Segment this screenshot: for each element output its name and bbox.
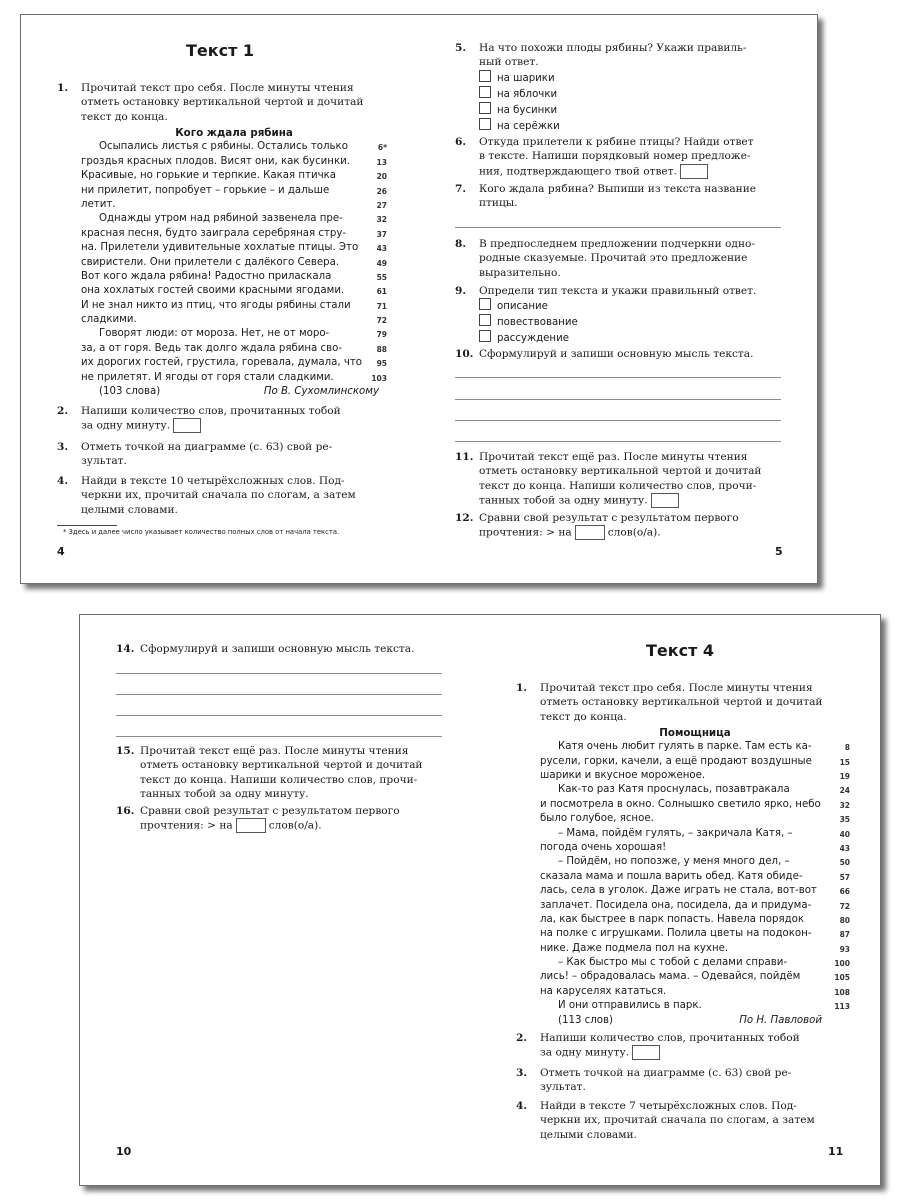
story-line-text: гроздья красных плодов. Висят они, как бусинки.: [81, 155, 350, 167]
word-counter: 72: [376, 316, 387, 326]
story-line: [81, 342, 387, 356]
question-5: 5. На что похожи плоды рябины? Укажи правиль- ный ответ. на шарики на яблочки на бусинки на серёжки: [455, 41, 785, 134]
word-counter: 40: [839, 829, 850, 839]
footnote-rule: [57, 525, 117, 526]
story-lines: [540, 740, 850, 1013]
checkbox[interactable]: [479, 70, 491, 82]
checkbox[interactable]: [479, 86, 491, 98]
word-counter: 49: [376, 258, 387, 268]
story-lines: [81, 140, 387, 385]
word-counter: 8: [844, 743, 850, 753]
answer-option-label: на яблочки: [497, 88, 558, 100]
workbook-spread-top: [20, 14, 818, 584]
story-line-text: русели, горки, качели, а ещё продают воздушные: [540, 755, 812, 767]
story-line-text: – Как быстро мы с тобой с делами справи-: [558, 957, 788, 969]
question-6: 6. Откуда прилетели к рябине птицы? Найди ответ в тексте. Напиши порядковый номер предложе- ния, подтверждающего твой ответ.: [455, 135, 785, 179]
word-counter: 66: [839, 887, 850, 897]
story-line-text: И не знал никто из птиц, что ягоды рябины стали: [81, 299, 351, 311]
answer-line[interactable]: [116, 673, 442, 674]
text-line: зультат.: [81, 455, 127, 468]
page-10: [80, 615, 480, 1185]
answer-option[interactable]: [479, 86, 785, 102]
story-line-text: Вот кого ждала рябина! Радостно приласкала: [81, 270, 332, 282]
text-line: ный ответ.: [479, 56, 539, 69]
story-line-text: И они отправились в парк.: [558, 1000, 702, 1012]
word-counter: 43: [839, 843, 850, 853]
story-line: [540, 913, 850, 927]
story-line: [81, 155, 387, 169]
story-line-text: – Мама, пойдём гулять, – закричала Катя, –: [558, 827, 793, 839]
word-counter: 20: [376, 172, 387, 182]
story-line: [540, 841, 850, 855]
story-line: [540, 769, 850, 783]
page-number: 5: [775, 545, 783, 558]
page-11: [480, 615, 880, 1185]
story-line-text: Говорят люди: от мороза. Нет, не от моро-: [99, 328, 330, 340]
author: По В. Сухомлинскому: [263, 386, 379, 398]
checkbox[interactable]: [479, 298, 491, 310]
footnote: * Здесь и далее число указывает количество полных слов от начала текста.: [63, 528, 340, 536]
answer-option[interactable]: [479, 70, 785, 86]
word-count: (103 слова): [99, 386, 161, 398]
question-15: 15. Прочитай текст ещё раз. После минуты чтения отметь остановку вертикальной чертой и дочитай текст до конца. Напиши количество слов, прочи- танных тобой за одну минуту.: [116, 744, 446, 801]
story-line: [540, 855, 850, 869]
text-line: родные сказуемые. Прочитай это предложение: [479, 252, 748, 265]
word-counter: 71: [376, 301, 387, 311]
question-2: 2. Напиши количество слов, прочитанных тобой за одну минуту.: [57, 405, 341, 432]
word-counter: 113: [834, 1002, 850, 1012]
story-line: [81, 327, 387, 341]
word-count: (113 слов): [558, 1014, 613, 1026]
answer-box[interactable]: [173, 418, 201, 433]
page-number: 11: [828, 1145, 844, 1158]
story-line: [81, 241, 387, 255]
story-line: [540, 884, 850, 898]
text-line: черкни их, прочитай сначала по слогам, а затем: [540, 1114, 815, 1127]
text-line: птицы.: [479, 197, 518, 210]
story-line: [81, 356, 387, 370]
answer-option[interactable]: [479, 118, 785, 134]
story-line: [540, 985, 850, 999]
word-counter: 103: [371, 373, 387, 383]
story-line-text: сладкими.: [81, 314, 137, 326]
text-line: Сформулируй и запиши основную мысль текста.: [479, 348, 754, 360]
story-line: [81, 198, 387, 212]
question-2: 2. Напиши количество слов, прочитанных тобой за одну минуту.: [516, 1032, 800, 1059]
word-counter: 108: [834, 987, 850, 997]
story-block: [540, 726, 850, 1028]
story-line-text: заплачет. Посидела она, посидела, да и придума-: [540, 899, 812, 911]
story-line-text: лась, села в уголок. Даже играть не стала, вот-вот: [540, 885, 817, 897]
word-counter: 100: [834, 959, 850, 969]
story-line: [81, 256, 387, 270]
question-9-options: [479, 298, 785, 346]
word-counter: 32: [839, 800, 850, 810]
word-counter: 37: [376, 229, 387, 239]
story-line-text: за, а от горя. Ведь так долго ждала рябина сво-: [81, 342, 343, 354]
story-line: [81, 169, 387, 183]
question-3: 3. Отметь точкой на диаграмме (с. 63) свой ре- зультат.: [57, 440, 387, 469]
text-line: текст до конца.: [81, 110, 168, 123]
answer-line[interactable]: [116, 694, 442, 695]
story-line-text: – Пойдём, но попозже, у меня много дел, –: [558, 856, 790, 868]
text-line: отметь остановку вертикальной чертой и дочитай: [140, 759, 423, 772]
text-line: черкни их, прочитай сначала по слогам, а затем: [81, 489, 356, 502]
text-line: Определи тип текста и укажи правильный ответ.: [479, 285, 757, 297]
story-line-text: она хохлатых гостей своими красными ягодами.: [81, 285, 345, 297]
story-line-text: их дорогих гостей, грустила, горевала, думала, что: [81, 357, 363, 369]
story-line: [81, 299, 387, 313]
story-title: Помощница: [659, 727, 731, 739]
word-counter: 24: [839, 786, 850, 796]
question-12: 12. Сравни свой результат с результатом первого прочтения: > на слов(о/а).: [455, 512, 739, 539]
author: По Н. Павловой: [739, 1014, 822, 1026]
answer-box[interactable]: [632, 1045, 660, 1060]
word-counter: 50: [839, 858, 850, 868]
answer-line[interactable]: [455, 399, 781, 400]
story-line: [81, 313, 387, 327]
story-line: [81, 184, 387, 198]
word-counter: 72: [839, 901, 850, 911]
checkbox[interactable]: [479, 314, 491, 326]
story-line-text: красная песня, будто заиграла серебряная стру-: [81, 227, 347, 239]
story-line-text: не прилетят. И ягоды от горя стали сладкими.: [81, 371, 334, 383]
story-line-text: шарики и вкусное мороженое.: [540, 769, 706, 781]
story-line: [540, 798, 850, 812]
word-counter: 79: [376, 330, 387, 340]
story-line-text: свиристели. Они прилетели с далёкого Севера.: [81, 256, 340, 268]
story-line: [540, 755, 850, 769]
answer-line[interactable]: [116, 736, 442, 737]
text-line: в тексте. Напиши порядковый номер предложе-: [479, 150, 751, 163]
story-line-text: лись! – обрадовалась мама. – Одевайся, пойдём: [540, 971, 801, 983]
text-line: целыми словами.: [81, 503, 178, 516]
story-line: [81, 270, 387, 284]
answer-box[interactable]: [651, 493, 679, 508]
word-counter: 57: [839, 872, 850, 882]
answer-line[interactable]: [455, 377, 781, 378]
answer-option-label: на серёжки: [497, 120, 560, 132]
story-line-text: ла, как быстрее в парк попасть. Навела порядок: [540, 913, 805, 925]
story-line-text: нике. Даже подмела пол на кухне.: [540, 942, 729, 954]
answer-line[interactable]: [455, 420, 781, 421]
story-line: [81, 371, 387, 385]
story-line: [540, 783, 850, 797]
word-counter: 27: [376, 200, 387, 210]
story-line-text: Однажды утром над рябиной зазвенела пре-: [99, 213, 343, 225]
text-line: танных тобой за одну минуту.: [140, 787, 309, 800]
word-counter: 43: [376, 244, 387, 254]
story-line-text: на. Прилетели удивительные хохлатые птицы. Это: [81, 242, 359, 254]
story-line: [81, 284, 387, 298]
question-4: 4. Найди в тексте 10 четырёхсложных слов. Под- черкни их, прочитай сначала по слогам, а затем целыми словами.: [57, 474, 387, 517]
checkbox[interactable]: [479, 102, 491, 114]
word-counter: 61: [376, 287, 387, 297]
story-line: [81, 227, 387, 241]
text4-title: Текст 4: [645, 641, 715, 660]
story-line: [540, 999, 850, 1013]
story-line: [540, 827, 850, 841]
text-line: текст до конца.: [540, 710, 627, 723]
text-line: На что похожи плоды рябины? Укажи правиль-: [479, 42, 747, 54]
word-counter: 95: [376, 359, 387, 369]
word-counter: 26: [376, 186, 387, 196]
word-counter: 15: [839, 757, 850, 767]
story-attribution: [540, 1014, 850, 1028]
word-counter: 80: [839, 915, 850, 925]
text-line: целыми словами.: [540, 1128, 637, 1141]
text-line: Прочитай текст про себя. После минуты чтения: [81, 82, 354, 94]
word-counter: 87: [839, 930, 850, 940]
answer-option[interactable]: [479, 102, 785, 118]
story-title: Кого ждала рябина: [175, 127, 293, 139]
checkbox[interactable]: [479, 118, 491, 130]
workbook-spread-bottom: [79, 614, 881, 1186]
story-line: [540, 870, 850, 884]
story-line: [540, 899, 850, 913]
word-counter: 55: [376, 272, 387, 282]
question-3: 3. Отметь точкой на диаграмме (с. 63) свой ре- зультат.: [516, 1066, 846, 1095]
text-line: Прочитай текст про себя. После минуты чтения: [540, 682, 813, 694]
text1-title: Текст 1: [185, 41, 255, 60]
story-line-text: погода очень хорошая!: [540, 841, 667, 853]
page-number: 10: [116, 1145, 132, 1158]
story-line: [81, 212, 387, 226]
text-line: зультат.: [540, 1081, 586, 1094]
text-line: Кого ждала рябина? Выпиши из текста название: [479, 183, 757, 195]
text-line: Прочитай текст ещё раз. После минуты чтения: [140, 745, 409, 757]
story-line-text: и посмотрела в окно. Солнышко светило ярко, небо: [540, 798, 821, 810]
question-11: 11. Прочитай текст ещё раз. После минуты чтения отметь остановку вертикальной чертой и дочитай текст до конца. Напиши количество слов, прочи- танных тобой за одну минуту.: [455, 450, 785, 508]
story-line-text: ни прилетит, попробует – горькие – и дальше: [81, 184, 330, 196]
question-1: 1. Прочитай текст про себя. После минуты чтения отметь остановку вертикальной чертой и дочитай текст до конца.: [57, 81, 387, 124]
story-line-text: летит.: [81, 198, 116, 210]
story-line: [540, 927, 850, 941]
question-9: 9. Определи тип текста и укажи правильный ответ. описание повествование рассуждение: [455, 284, 785, 346]
question-16: 16. Сравни свой результат с результатом первого прочтения: > на слов(о/а).: [116, 805, 400, 832]
answer-option-label: рассуждение: [497, 333, 569, 345]
story-line: [540, 970, 850, 984]
answer-box[interactable]: [575, 525, 605, 540]
text-line: отметь остановку вертикальной чертой и дочитай: [479, 465, 762, 478]
text-line: Сформулируй и запиши основную мысль текста.: [140, 643, 415, 655]
story-line-text: было голубое, ясное.: [540, 813, 654, 825]
story-line-text: на каруселях кататься.: [540, 985, 667, 997]
text-line: Найди в тексте 7 четырёхсложных слов. Под-: [540, 1100, 797, 1112]
page-4: [21, 15, 419, 583]
answer-option[interactable]: [479, 314, 785, 330]
text-line: Отметь точкой на диаграмме (с. 63) свой ре-: [81, 441, 333, 453]
text-line: Отметь точкой на диаграмме (с. 63) свой ре-: [540, 1067, 792, 1079]
page-5: [419, 15, 817, 583]
answer-line[interactable]: [455, 441, 781, 442]
answer-box[interactable]: [680, 164, 708, 179]
story-block: [81, 126, 387, 399]
question-4: 4. Найди в тексте 7 четырёхсложных слов. Под- черкни их, прочитай сначала по слогам, а затем целыми словами.: [516, 1099, 846, 1142]
word-counter: 35: [839, 815, 850, 825]
answer-option-label: описание: [497, 301, 548, 313]
story-line: [540, 812, 850, 826]
question-10: 10. Сформулируй и запиши основную мысль текста.: [455, 347, 785, 361]
answer-option[interactable]: [479, 330, 785, 346]
text-line: текст до конца. Напиши количество слов, прочи-: [479, 479, 757, 492]
word-counter: 19: [839, 771, 850, 781]
question-1: 1. Прочитай текст про себя. После минуты чтения отметь остановку вертикальной чертой и дочитай текст до конца.: [516, 681, 846, 724]
text-line: выразительно.: [479, 266, 561, 279]
word-counter: 13: [376, 157, 387, 167]
story-attribution: [81, 385, 387, 399]
text-line: В предпоследнем предложении подчеркни одно-: [479, 238, 755, 250]
answer-line[interactable]: [116, 715, 442, 716]
story-line: [540, 956, 850, 970]
text-line: Прочитай текст ещё раз. После минуты чтения: [479, 451, 748, 463]
question-1-text: [81, 81, 387, 124]
word-counter: 93: [839, 944, 850, 954]
text-line: отметь остановку вертикальной чертой и дочитай: [540, 696, 823, 709]
answer-line[interactable]: [455, 227, 781, 228]
page-number: 4: [57, 545, 65, 558]
answer-option-label: на бусинки: [497, 104, 558, 116]
story-line-text: Катя очень любит гулять в парке. Там есть ка-: [558, 741, 812, 753]
answer-option-label: повествование: [497, 317, 578, 329]
question-8: 8. В предпоследнем предложении подчеркни одно- родные сказуемые. Прочитай это предложение выразительно.: [455, 237, 785, 280]
checkbox[interactable]: [479, 330, 491, 342]
answer-option[interactable]: [479, 298, 785, 314]
story-line-text: сказала мама и пошла варить обед. Катя обиде-: [540, 870, 803, 882]
story-line: [540, 942, 850, 956]
story-line: [540, 740, 850, 754]
answer-option-label: на шарики: [497, 72, 555, 84]
word-counter: 88: [376, 344, 387, 354]
text-line: Откуда прилетели к рябине птицы? Найди ответ: [479, 136, 754, 148]
word-counter: 6*: [377, 143, 387, 153]
story-line-text: на полке с игрушками. Полила цветы на подокон-: [540, 928, 812, 940]
text-line: отметь остановку вертикальной чертой и дочитай: [81, 96, 364, 109]
text-line: текст до конца. Напиши количество слов, прочи-: [140, 773, 418, 786]
answer-box[interactable]: [236, 818, 266, 833]
question-7: 7. Кого ждала рябина? Выпиши из текста название птицы.: [455, 182, 785, 211]
story-line-text: Осыпались листья с рябины. Остались только: [99, 141, 348, 153]
word-counter: 32: [376, 215, 387, 225]
story-line-text: Как-то раз Катя проснулась, позавтракала: [558, 784, 790, 796]
story-line: [81, 140, 387, 154]
question-5-options: [479, 70, 785, 134]
story-line-text: Красивые, но горькие и терпкие. Какая птичка: [81, 170, 337, 182]
text-line: Найди в тексте 10 четырёхсложных слов. Под-: [81, 475, 345, 487]
question-14: 14. Сформулируй и запиши основную мысль текста.: [116, 642, 446, 656]
word-counter: 105: [834, 973, 850, 983]
